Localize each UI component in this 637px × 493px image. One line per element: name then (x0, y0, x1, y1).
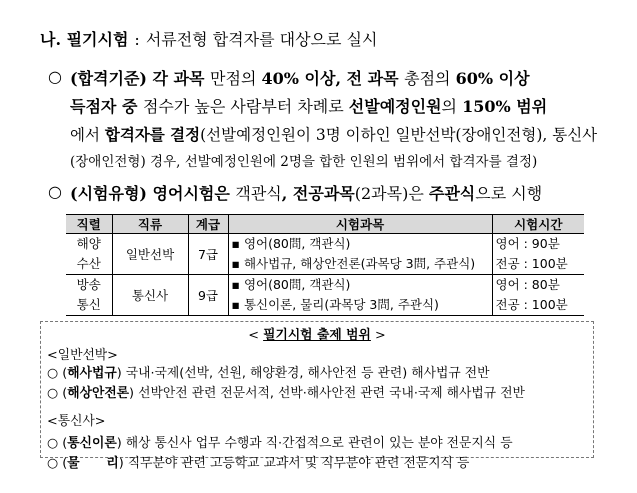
series-cell: 방송 통신 (66, 275, 112, 316)
text-run: 득점자 중 (70, 97, 143, 116)
criteria-line-4: (장애인전형) 경우, 선발예정인원에 2명을 합한 인원의 범위에서 합격자를 결정) (70, 154, 538, 170)
text-run: 점수가 높은 사람부터 차례로 (142, 97, 349, 116)
time-cell: 영어 : 80분 전공 : 100분 (492, 275, 584, 316)
list-item: ○ (통신이론) 해상 통신사 업무 수행과 직·간접적으로 관련이 있는 분야 전문지식 등 (47, 436, 513, 451)
table-row (66, 275, 584, 316)
text-run: (시험유형) 영어시험은 (70, 184, 236, 203)
text-run: 은 (408, 184, 429, 203)
kind-cell: 통신사 (112, 275, 188, 316)
text-run: 객관식 (235, 184, 282, 203)
kind-cell: 일반선박 (112, 234, 188, 275)
list-item: ○ (해상안전론) 선박안전 관련 전문서적, 선박·해사안전 관련 국내·국제 해사법규 전반 (47, 386, 525, 401)
scope-group-general: <일반선박> (47, 348, 118, 363)
criteria-line-3 (70, 123, 597, 145)
type-bullet: ○ (48, 182, 62, 201)
criteria-line-2 (70, 94, 547, 117)
text-run: 으로 시행 (475, 184, 543, 203)
header-series: 직렬 (66, 215, 112, 234)
text-run: 에서 (70, 126, 105, 144)
grade-cell: 7급 (188, 234, 228, 275)
text-run: 선발예정인원 (348, 97, 442, 116)
text-run: 40% 이상, 전 과목 (261, 69, 405, 88)
text-run: (2과목) (354, 184, 409, 203)
table-header-row (66, 215, 584, 234)
list-item: ○ (물 리) 직무분야 관련 고등학교 교과서 및 직무분야 관련 전문지식 등 (47, 456, 470, 471)
series-cell: 해양 수산 (66, 234, 112, 275)
criteria-line-1 (70, 66, 530, 89)
heading-colon: : (134, 30, 140, 49)
section-heading-desc: 서류전형 합격자를 대상으로 실시 (145, 30, 378, 49)
section-heading-label: 나. 필기시험 (40, 30, 129, 49)
text-run: (선발예정인원이 3명 이하인 일반선박(장애인전형), 통신사 (200, 126, 598, 144)
exam-subject-table (66, 214, 584, 316)
scope-group-comm: <통신사> (47, 414, 106, 429)
text-run: 의 (441, 97, 463, 116)
header-kind: 직류 (112, 215, 188, 234)
time-cell: 영어 : 90분 전공 : 100분 (492, 234, 584, 275)
text-run: (합격기준) 각 과목 (70, 69, 211, 88)
exam-type-line (70, 181, 542, 204)
header-time: 시험시간 (492, 215, 584, 234)
text-run: 150% 범위 (462, 97, 548, 116)
header-grade: 계급 (188, 215, 228, 234)
table-row (66, 234, 584, 275)
header-subjects: 시험과목 (228, 215, 492, 234)
exam-scope-box (40, 321, 594, 471)
text-run: 만점의 (210, 69, 262, 88)
text-run: , 전공과목 (281, 184, 355, 203)
text-run: 합격자를 결정 (104, 125, 201, 144)
subjects-cell: ▪ 영어(80問, 객관식) ▪ 해사법규, 해상안전론(과목당 3問, 주관식) (228, 234, 492, 275)
text-run: 주관식 (428, 184, 476, 203)
list-item: ○ (해사법규) 국내·국제(선박, 선원, 해양환경, 해사안전 등 관련) 해사법규 전반 (47, 366, 490, 381)
criteria-bullet: ○ (48, 67, 62, 86)
text-run: 60% 이상 (455, 69, 530, 88)
subjects-cell: ▪ 영어(80問, 객관식) ▪ 통신이론, 물리(과목당 3問, 주관식) (228, 275, 492, 316)
scope-title: < 필기시험 출제 범위 > (248, 328, 386, 343)
grade-cell: 9급 (188, 275, 228, 316)
text-run: 총점의 (404, 69, 456, 88)
section-heading (40, 27, 377, 50)
